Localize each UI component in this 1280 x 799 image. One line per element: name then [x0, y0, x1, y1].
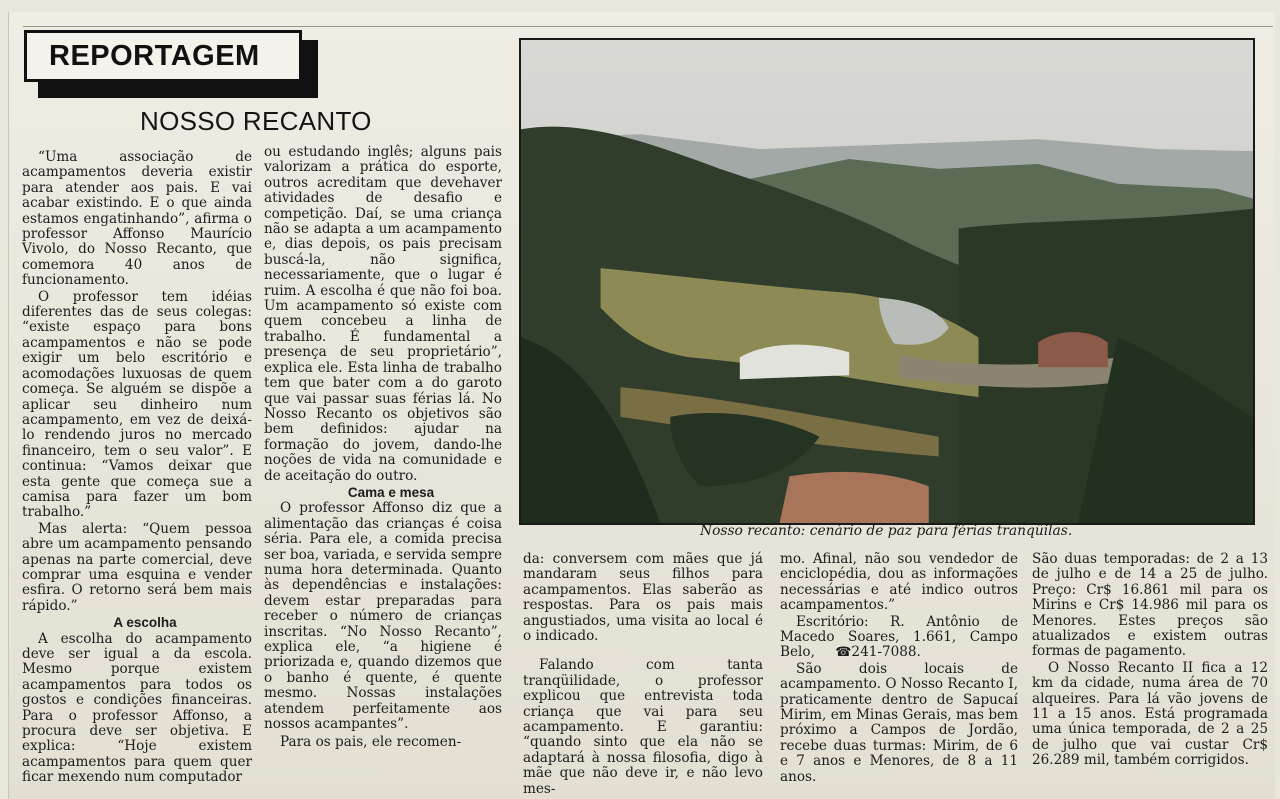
- paragraph: mo. Afinal, não sou vendedor de enciclopédia, dou as informações necessárias e até indico outros acampamentos.”: [780, 551, 1018, 614]
- top-rule: [23, 26, 1273, 27]
- paragraph: A escolha do acampamento deve ser igual a da escola. Mesmo porque existem acampamentos para todos os gostos e condições financeiras. Para o professor Affonso, a procura deve ser objetiva. E explica: “Hoje existem acampamentos para quem quer ficar mexendo num computador: [22, 630, 252, 786]
- landscape-photo: [519, 38, 1255, 525]
- headline: NOSSO RECANTO: [140, 106, 372, 136]
- paragraph: O Nosso Recanto II fica a 12 km da cidade, numa área de 70 alqueires. Para lá vão jovens de 11 a 15 anos. Está programada uma única temporada, de 2 a 25 de julho que vai custar Cr$ 26.289 mil, também corrigidos.: [1032, 659, 1268, 769]
- landscape-illustration: [521, 40, 1253, 523]
- article-column-2: [264, 145, 502, 751]
- section-label: REPORTAGEM: [24, 30, 302, 82]
- paragraph: São dois locais de acampamento. O Nosso Recanto I, praticamente dentro de Sapucaí Mirim, em Minas Gerais, mas bem próximo a Campos de Jordão, recebe duas turmas: Mirim, de 6 e 7 anos e Menores, de 8 a 11 anos.: [780, 660, 1018, 785]
- phone-number: 241-7088.: [851, 644, 921, 661]
- paragraph: ou estudando inglês; alguns pais valorizam a prática do esporte, outros acreditam que devehaver atividades de desafio e competição. Daí, se uma criança não se adapta a um acampamento e, dias depois, os pais precisam buscá-la, não significa, necessariamente, que o lugar é ruim. A escolha é que não foi boa. Um acampamento só existe com quem concebeu a linha de trabalho. É fundamental a presença de seu proprietário”, explica ele. Esta linha de trabalho tem que bater com a do garoto que vai passar suas férias lá. No Nosso Recanto os objetivos são bem definidos: ajudar na formação do jovem, dando-lhe noções de vida na comunidade e de aceitação do outro.: [264, 144, 502, 484]
- subheading-cama-e-mesa: Cama e mesa: [347, 484, 435, 500]
- paragraph: São duas temporadas: de 2 a 13 de julho e de 14 a 25 de julho. Preço: Cr$ 16.861 mil para os Mirins e Cr$ 14.986 mil para os Menores. Estes preços são atualizados e existem outras formas de pagamento.: [1032, 551, 1268, 660]
- paragraph: “Uma associação de acampamentos deveria existir para atender aos pais. E vai acabar existindo. E o que ainda estamos engatinhando”, afirma o professor Affonso Maurício Vivolo, do Nosso Recanto, que comemora 40 anos de funcionamento.: [22, 149, 252, 289]
- article-column-1: [22, 150, 252, 786]
- article-column-5: [1032, 552, 1268, 769]
- subheading-a-escolha: A escolha: [113, 615, 177, 631]
- telephone-icon: ☎: [835, 645, 852, 661]
- article-column-4: [780, 552, 1018, 785]
- paragraph: O professor tem idéias diferentes das de seus colegas: “existe espaço para bons acampamentos e não se pode exigir um belo escritório e acomodações luxuosas de quem começa. Se alguém se dispõe a aplicar seu dinheiro num acampamento, em vez de deixá-lo rendendo juros no mercado financeiro, tem o seu valor”. E continua: “Vamos deixar que esta gente que começa sue a camisa para fazer um bom trabalho.”: [22, 288, 252, 521]
- paragraph: Para os pais, ele recomen-: [280, 734, 462, 751]
- article-column-3: [523, 552, 763, 797]
- photo-caption: Nosso recanto: cenário de paz para férias tranqüilas.: [700, 523, 1073, 539]
- paragraph: [780, 615, 1018, 661]
- office-address: Escritório: R. Antônio de Macedo Soares, 1.661, Campo Belo,: [780, 613, 1018, 661]
- paragraph: da: conversem com mães que já mandaram seus filhos para acampamentos. Elas saberão as respostas. Para os pais mais angustiados, uma visita ao local é o indicado.: [523, 551, 763, 645]
- paragraph: Mas alerta: “Quem pessoa abre um acampamento pensando apenas na parte comercial, deve comprar uma esquina e vender esfira. O retorno será bem mais rápido.”: [22, 520, 252, 614]
- paragraph: O professor Affonso diz que a alimentação das crianças é coisa séria. Para ele, a comida precisa ser boa, variada, e servida sempre numa hora determinada. Quanto às dependências e instalações: devem estar preparadas para receber o número de crianças inscritas. “No Nosso Recanto”, explica ele, “a higiene é priorizada e, quando dizemos que o banho é quente, é quente mesmo. Nossas instalações atendem perfeitamente aos nossos acampantes”.: [264, 500, 502, 733]
- paragraph: Falando com tanta tranqüilidade, o professor explicou que entrevista toda criança que vai para seu acampamento. E garantiu: “quando sinto que ela não se adaptará à nossa filosofia, digo à mãe que não deve ir, e não levo mes-: [523, 657, 763, 797]
